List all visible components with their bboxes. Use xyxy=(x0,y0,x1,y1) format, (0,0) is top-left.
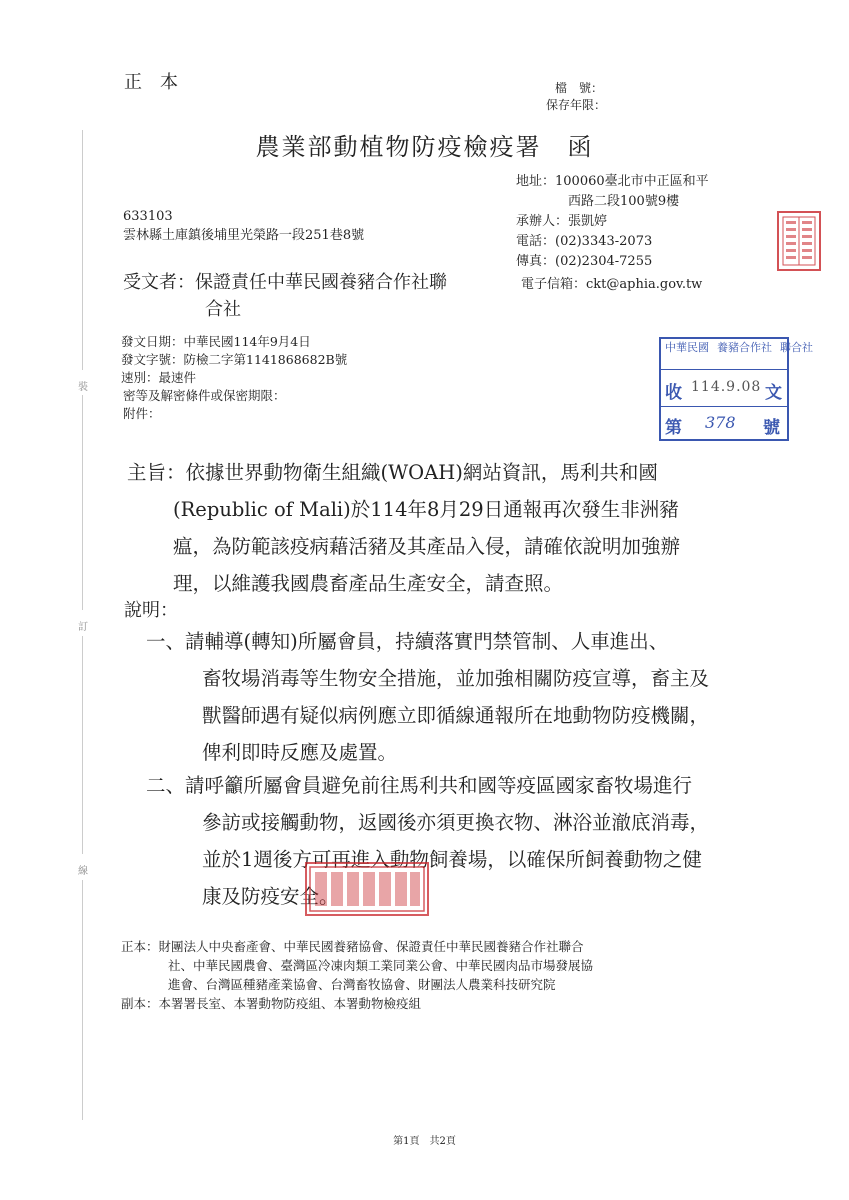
subject xyxy=(127,454,680,602)
recipient xyxy=(123,269,447,323)
item2-line1: 二、請呼籲所屬會員避免前往馬利共和國等疫區國家畜牧場進行 xyxy=(146,774,693,797)
document-number: 發文字號：防檢二字第1141868682B號 xyxy=(121,352,348,367)
sender-fax: 傳真：(02)2304-7255 xyxy=(516,254,653,269)
sender-email: 電子信箱：ckt@aphia.gov.tw xyxy=(521,277,703,292)
recipient-zip: 633103 xyxy=(123,209,173,224)
archive-info xyxy=(546,80,606,114)
seal-pattern-icon xyxy=(779,213,819,269)
received-stamp-org xyxy=(661,339,813,370)
subject-line1: 主旨：依據世界動物衛生組織(WOAH)網站資訊，馬利共和國 xyxy=(127,461,658,484)
binding-line-top xyxy=(82,130,83,370)
original-copy-mark: 正本 xyxy=(124,72,196,93)
archive-number-label: 檔 號： xyxy=(555,81,604,95)
distribution-copy: 副本：本署署長室、本署動物防疫組、本署動物檢疫組 xyxy=(121,996,422,1011)
distribution-original-line1: 正本：財團法人中央畜產會、中華民國養豬協會、保證責任中華民國養豬合作社聯合 xyxy=(121,939,584,954)
speed-class: 速別：最速件 xyxy=(121,370,197,385)
large-seal-pattern-icon xyxy=(307,864,427,914)
stamp-number: 378 xyxy=(705,413,736,432)
item2-line3: 並於1週後方可再進入動物飼養場，以確保所飼養動物之健 xyxy=(202,848,702,871)
item1-line1: 一、請輔導(轉知)所屬會員，持續落實門禁管制、人車進出、 xyxy=(146,630,669,653)
stamp-label-recv: 收 xyxy=(665,383,682,403)
retention-label: 保存年限： xyxy=(546,98,607,112)
description-item-1 xyxy=(146,623,709,771)
binding-mark-1: 裝 xyxy=(78,382,88,393)
document-title: 農業部動植物防疫檢疫署 函 xyxy=(255,133,594,161)
recipient-address: 雲林縣土庫鎮後埔里光榮路一段251巷8號 xyxy=(123,228,365,243)
subject-line3: 瘟，為防範該疫病藉活豬及其產品入侵，請確依說明加強辦 xyxy=(173,535,681,558)
sender-address-line2: 西路二段100號9樓 xyxy=(568,194,680,209)
sender-info xyxy=(516,172,709,272)
stamp-org-2: 養豬合作社 xyxy=(717,341,772,354)
stamp-date: 114.9.08 xyxy=(691,379,762,395)
stamp-org-3: 聯合社 xyxy=(780,341,813,354)
recipient-line2: 合社 xyxy=(205,299,241,320)
received-stamp-date-row xyxy=(661,370,787,407)
sender-contact: 承辦人：張凱婷 xyxy=(516,214,608,229)
distribution-original-line2: 社、中華民國農會、臺灣區冷凍肉類工業同業公會、中華民國肉品市場發展協 xyxy=(168,958,594,973)
stamp-label-num: 號 xyxy=(763,418,780,438)
subject-line4: 理，以維護我國農畜產品生產安全，請查照。 xyxy=(173,572,564,595)
distribution-original-line3: 進會、台灣區種豬產業協會、台灣畜牧協會、財團法人農業科技研究院 xyxy=(168,977,556,992)
binding-mark-3: 線 xyxy=(78,866,88,877)
item1-line3: 獸醫師遇有疑似病例應立即循線通報所在地動物防疫機關， xyxy=(202,704,710,727)
document-meta xyxy=(121,333,347,423)
binding-mark-2: 訂 xyxy=(78,622,88,633)
binding-line-bottom xyxy=(82,880,83,1120)
official-seal-small xyxy=(777,211,821,271)
stamp-org-1: 中華民國 xyxy=(665,341,709,354)
description-heading: 說明： xyxy=(124,600,178,621)
stamp-label-no: 第 xyxy=(665,418,682,438)
received-stamp xyxy=(659,337,813,441)
binding-line-low xyxy=(82,636,83,854)
page-number: 第1頁 共2頁 xyxy=(393,1136,456,1147)
recipient-postal xyxy=(123,207,364,245)
item2-line2: 參訪或接觸動物，返國後亦須更換衣物、淋浴並澈底消毒， xyxy=(202,811,710,834)
item1-line4: 俾利即時反應及處置。 xyxy=(202,741,398,764)
sender-address-line1: 地址：100060臺北市中正區和平 xyxy=(516,174,709,189)
subject-line2: (Republic of Mali)於114年8月29日通報再次發生非洲豬 xyxy=(173,498,679,521)
issue-date: 發文日期：中華民國114年9月4日 xyxy=(121,334,311,349)
attachment: 附件： xyxy=(123,406,161,421)
official-seal-large xyxy=(305,862,429,916)
recipient-line1: 受文者：保證責任中華民國養豬合作社聯 xyxy=(123,272,447,293)
sender-phone: 電話：(02)3343-2073 xyxy=(516,234,653,249)
binding-line-mid xyxy=(82,395,83,610)
item1-line2: 畜牧場消毒等生物安全措施，並加強相關防疫宣導，畜主及 xyxy=(202,667,710,690)
item2-line4: 康及防疫安全。 xyxy=(202,885,339,908)
distribution xyxy=(121,937,593,1013)
received-stamp-number-row xyxy=(661,407,787,439)
stamp-label-doc: 文 xyxy=(765,383,782,403)
secrecy-level: 密等及解密條件或保密期限： xyxy=(123,388,286,403)
